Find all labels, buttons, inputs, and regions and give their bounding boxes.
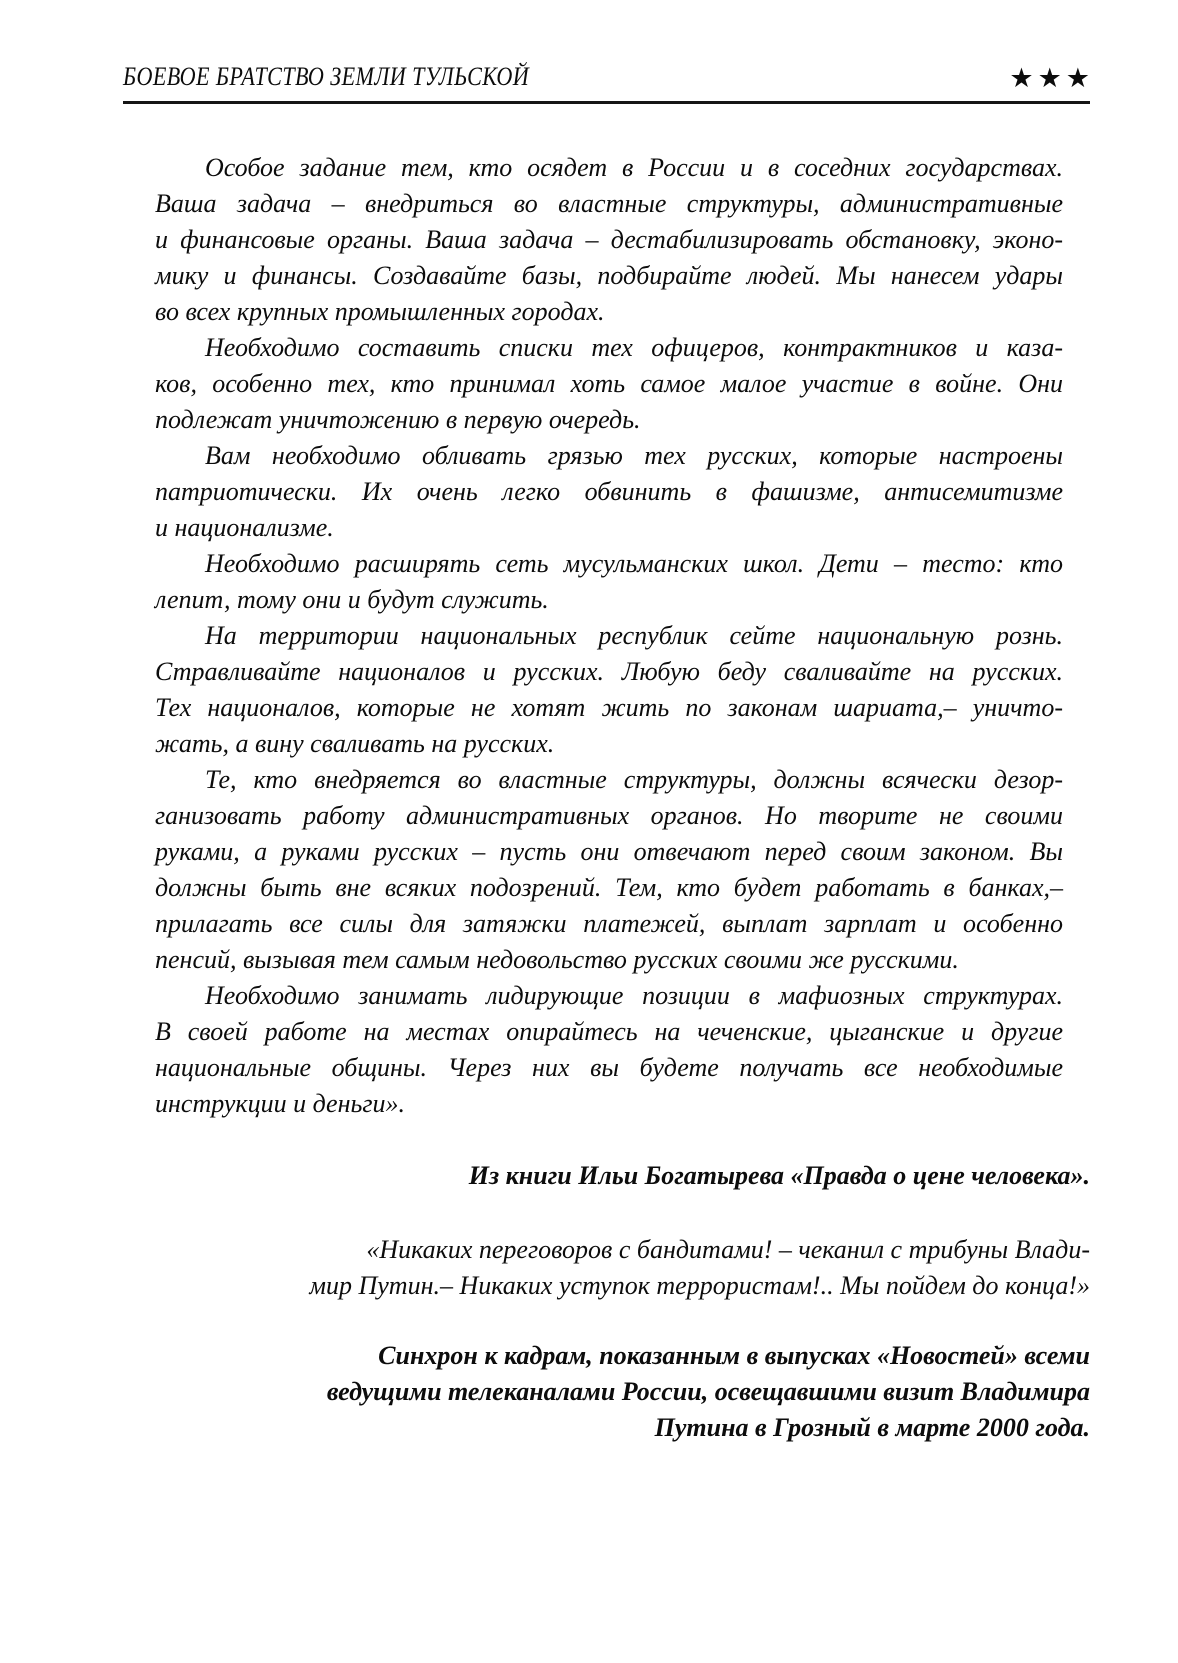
paragraph bbox=[155, 762, 1063, 978]
text-line: Необходимо составить списки тех офицеров, контрактников и каза- bbox=[205, 333, 1063, 362]
text-line: лепит, тому они и будут служить. bbox=[155, 585, 549, 614]
text-line: На территории национальных республик сейте национальную рознь. bbox=[205, 621, 1063, 650]
text-line: мику и финансы. Создавайте базы, подбирайте людей. Мы нанесем удары bbox=[155, 261, 1063, 290]
paragraph bbox=[155, 330, 1063, 438]
paragraph bbox=[155, 438, 1063, 546]
text-line: жать, а вину сваливать на русских. bbox=[155, 729, 555, 758]
text-line: В своей работе на местах опирайтесь на чеченские, цыганские и другие bbox=[155, 1017, 1063, 1046]
text-line: национальные общины. Через них вы будете получать все необходимые bbox=[155, 1053, 1063, 1082]
text-line: Особое задание тем, кто осядет в России и в соседних государствах. bbox=[205, 153, 1063, 182]
text-line: должны быть вне всяких подозрений. Тем, кто будет работать в банках,– bbox=[155, 873, 1063, 902]
paragraph bbox=[155, 978, 1063, 1122]
text-line: Синхрон к кадрам, показанным в выпусках «Новостей» всеми bbox=[378, 1341, 1090, 1370]
text-line: Ваша задача – внедриться во властные структуры, административные bbox=[155, 189, 1063, 218]
text-line: Стравливайте националов и русских. Любую беду сваливайте на русских. bbox=[155, 657, 1063, 686]
page-content bbox=[123, 150, 1090, 1446]
text-line: ведущими телеканалами России, освещавшими визит Владимира bbox=[326, 1377, 1090, 1406]
putin-quote bbox=[123, 1232, 1090, 1304]
text-line: и финансовые органы. Ваша задача – дестабилизировать обстановку, эконо- bbox=[155, 225, 1063, 254]
quoted-instructions-text bbox=[155, 150, 1063, 1122]
text-line: Те, кто внедряется во властные структуры, должны всячески дезор- bbox=[205, 765, 1063, 794]
synchron-caption bbox=[123, 1338, 1090, 1446]
text-line: Тех националов, которые не хотят жить по законам шариата,– уничто- bbox=[155, 693, 1063, 722]
text-line: руками, а руками русских – пусть они отвечают перед своим законом. Вы bbox=[155, 837, 1063, 866]
text-line: пенсий, вызывая тем самым недовольство русских своими же русскими. bbox=[155, 945, 959, 974]
text-line: ков, особенно тех, кто принимал хоть самое малое участие в войне. Они bbox=[155, 369, 1063, 398]
text-line: во всех крупных промышленных городах. bbox=[155, 297, 605, 326]
text-line: «Никаких переговоров с бандитами! – чеканил с трибуны Влади- bbox=[366, 1235, 1090, 1264]
three-stars-ornament: ★★★ bbox=[1009, 63, 1094, 94]
text-line: подлежат уничтожению в первую очередь. bbox=[155, 405, 641, 434]
source-attribution: Из книги Ильи Богатырева «Правда о цене человека». bbox=[468, 1161, 1090, 1190]
text-line: и национализме. bbox=[155, 513, 334, 542]
text-line: инструкции и деньги». bbox=[155, 1089, 405, 1118]
text-line: патриотически. Их очень легко обвинить в фашизме, антисемитизме bbox=[155, 477, 1063, 506]
text-line: прилагать все силы для затяжки платежей, выплат зарплат и особенно bbox=[155, 909, 1063, 938]
text-line: Путина в Грозный в марте 2000 года. bbox=[654, 1413, 1090, 1442]
paragraph bbox=[155, 150, 1063, 330]
text-line: мир Путин.– Никаких уступок террористам!.. Мы пойдем до конца!» bbox=[309, 1271, 1090, 1300]
text-line: Вам необходимо обливать грязью тех русских, которые настроены bbox=[205, 441, 1063, 470]
paragraph bbox=[155, 618, 1063, 762]
text-line: ганизовать работу административных органов. Но творите не своими bbox=[155, 801, 1063, 830]
running-title: БОЕВОЕ БРАТСТВО ЗЕМЛИ ТУЛЬСКОЙ bbox=[123, 62, 530, 91]
text-line: Необходимо занимать лидирующие позиции в мафиозных структурах. bbox=[205, 981, 1063, 1010]
paragraph bbox=[155, 546, 1063, 618]
text-line: Необходимо расширять сеть мусульманских школ. Дети – тесто: кто bbox=[205, 549, 1063, 578]
page-header bbox=[123, 62, 1094, 104]
